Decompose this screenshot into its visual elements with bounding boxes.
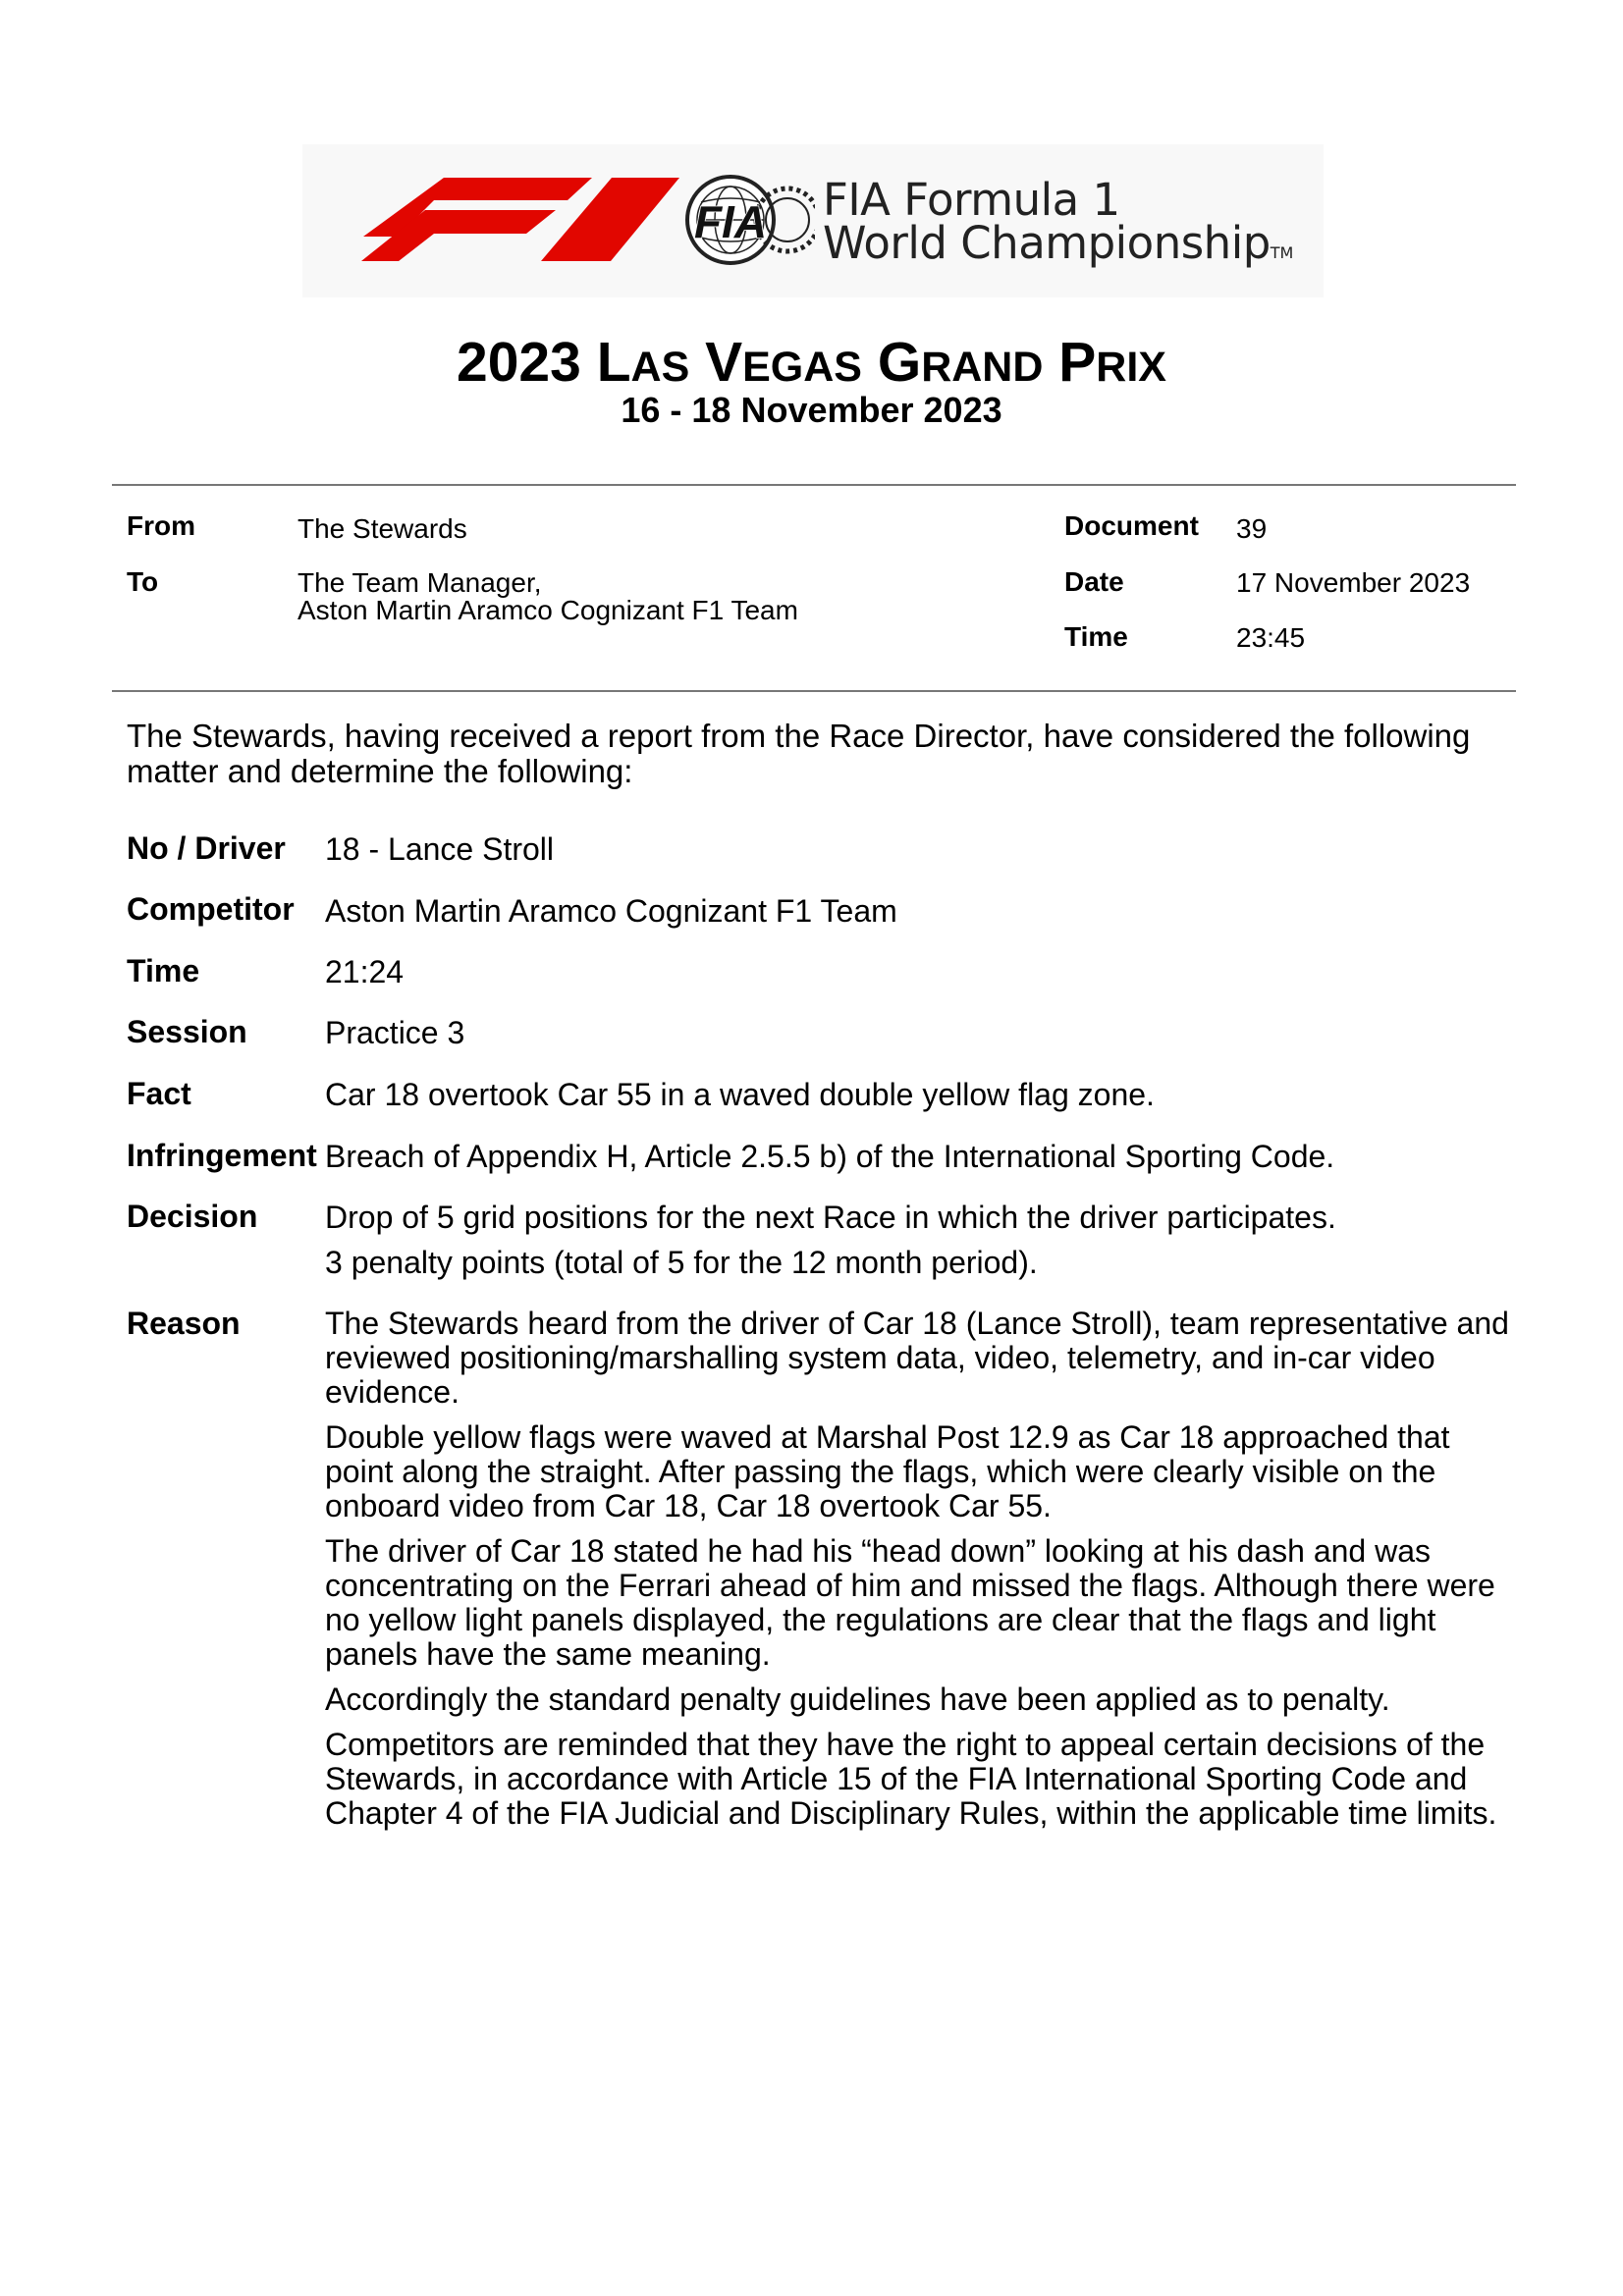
fact-value: Car 18 overtook Car 55 in a waved double yellow flag zone. (325, 1077, 1155, 1112)
event-title-word (1058, 331, 1166, 394)
document-label: Document (1064, 510, 1199, 541)
header-bottom-divider (112, 690, 1516, 692)
competitor-label: Competitor (127, 891, 295, 927)
event-title-year: 2023 (457, 331, 581, 394)
reason-paragraph-3: The driver of Car 18 stated he had his “head down” looking at his dash and was concentrating on the Ferrari ahead of him and missed the flags. Although there were no yellow light panels displayed, the regulations are clear that the flags and light panels have the same meaning. (325, 1533, 1495, 1672)
incident-time-label: Time (127, 953, 200, 988)
to-label: To (127, 566, 159, 597)
reason-paragraph-4: Accordingly the standard penalty guidelines have been applied as to penalty. (325, 1682, 1390, 1717)
fact-label: Fact (127, 1076, 191, 1111)
date-label: Date (1064, 566, 1124, 597)
incident-time-value: 21:24 (325, 954, 405, 989)
infringement-value: Breach of Appendix H, Article 2.5.5 b) of the International Sporting Code. (325, 1139, 1335, 1174)
word-rest: AS (630, 344, 690, 391)
word-initial: V (705, 331, 743, 394)
decision-line-1: Drop of 5 grid positions for the next Race in which the driver participates. (325, 1200, 1336, 1235)
fia-f1-logo (334, 165, 815, 273)
f1-logo-icon (361, 178, 679, 261)
wordmark-line-2-text: World Championship (823, 217, 1271, 269)
header-top-divider (112, 484, 1516, 486)
driver-value: 18 - Lance Stroll (325, 831, 555, 867)
event-dates: 16 - 18 November 2023 (621, 390, 1002, 430)
intro-paragraph: The Stewards, having received a report from the Race Director, have considered the following matter and determine the following: (127, 718, 1471, 789)
wordmark-line-1: FIA Formula 1 (823, 174, 1120, 226)
decision-label: Decision (127, 1199, 258, 1234)
to-value-line-1: The Team Manager, (298, 567, 542, 598)
session-label: Session (127, 1014, 247, 1049)
fia-globe-badge-icon (687, 177, 815, 263)
reason-paragraph-1: The Stewards heard from the driver of Car 18 (Lance Stroll), team representative and reviewed positioning/marshalling system data, video, telemetry, and in-car video evidence. (325, 1306, 1509, 1410)
competitor-value: Aston Martin Aramco Cognizant F1 Team (325, 893, 897, 929)
time-value: 23:45 (1236, 622, 1306, 653)
date-value: 17 November 2023 (1236, 567, 1471, 598)
driver-label: No / Driver (127, 830, 286, 866)
word-initial: P (1058, 331, 1097, 394)
event-title-word (597, 331, 690, 394)
reason-label: Reason (127, 1306, 241, 1341)
word-rest: RIX (1096, 344, 1166, 391)
wordmark-line-2 (823, 217, 1294, 275)
word-initial: G (877, 331, 922, 394)
word-initial: L (596, 331, 631, 394)
word-rest: RAND (921, 344, 1044, 391)
to-value-line-2: Aston Martin Aramco Cognizant F1 Team (298, 595, 798, 625)
decision-line-2: 3 penalty points (total of 5 for the 12 month period). (325, 1245, 1038, 1280)
from-label: From (127, 510, 195, 541)
reason-paragraph-5: Competitors are reminded that they have the right to appeal certain decisions of the Stewards, in accordance with Article 15 of the FIA International Sporting Code and Chapter 4 of the FIA Judicial and Disciplinary Rules, within the applicable time limits. (325, 1727, 1497, 1831)
infringement-label: Infringement (127, 1138, 317, 1173)
trademark-mark: TM (1270, 243, 1294, 262)
championship-wordmark (823, 174, 1294, 275)
reason-paragraph-2: Double yellow flags were waved at Marshal Post 12.9 as Car 18 approached that point along the straight. After passing the flags, which were clearly visible on the onboard video from Car 18, Car 18 overtook Car 55. (325, 1419, 1450, 1523)
event-title-word (705, 331, 862, 394)
document-number: 39 (1236, 513, 1268, 544)
event-title-word (878, 331, 1044, 394)
session-value: Practice 3 (325, 1015, 465, 1050)
time-label: Time (1064, 621, 1128, 652)
word-rest: EGAS (742, 344, 862, 391)
from-value: The Stewards (298, 513, 467, 544)
fia-badge-text: FIA (693, 196, 768, 247)
